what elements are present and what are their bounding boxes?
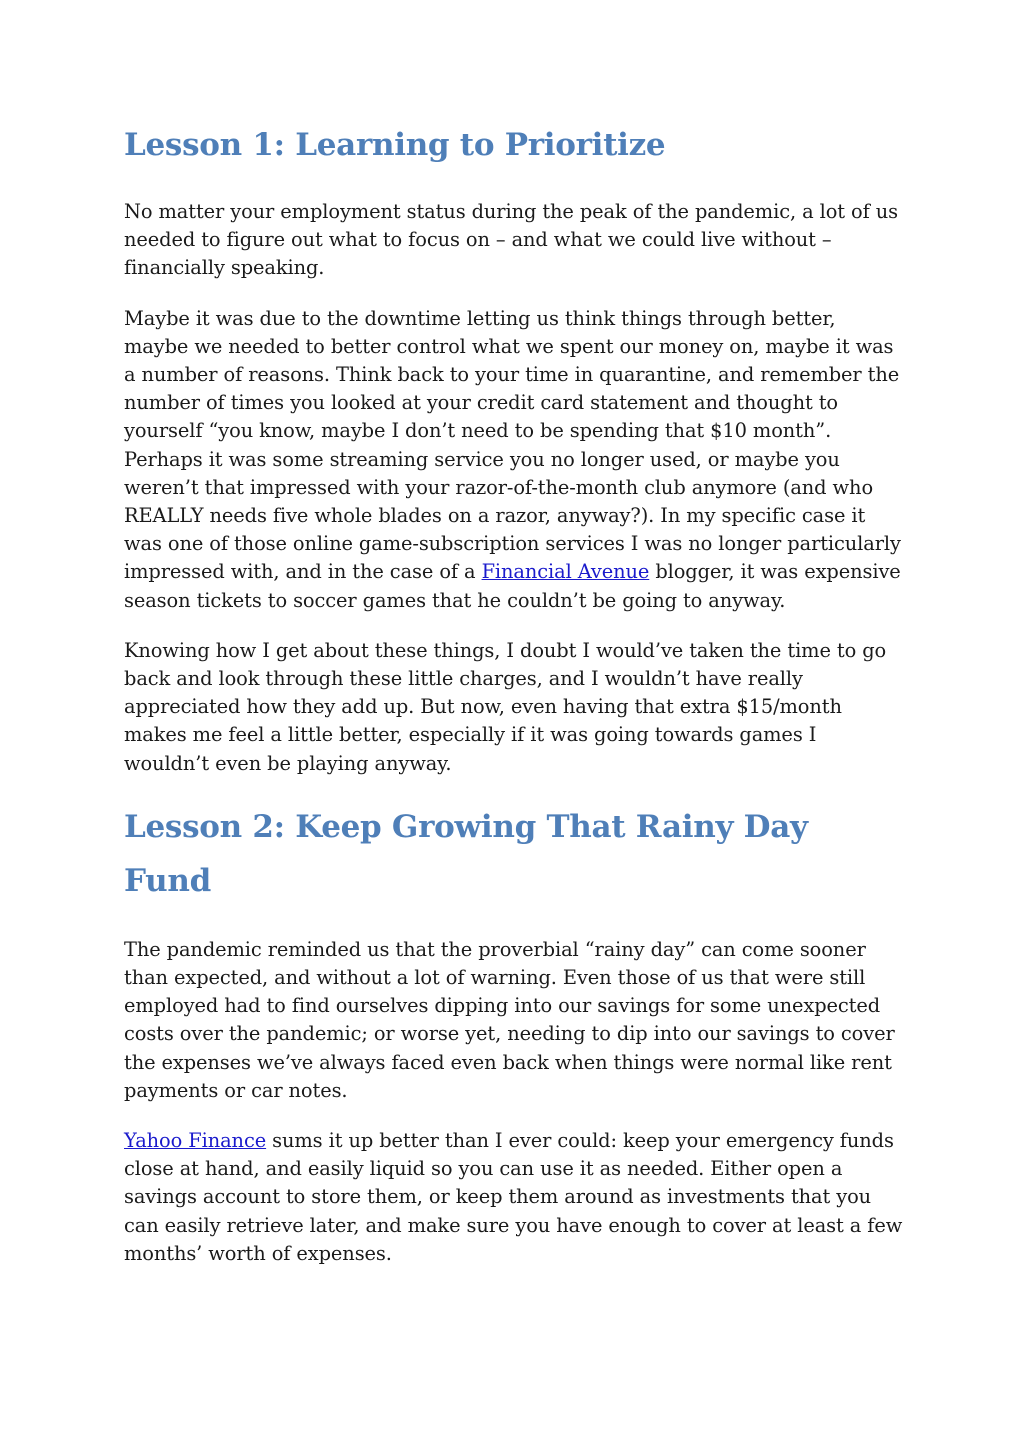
lesson-2-heading: Lesson 2: Keep Growing That Rainy Day Fund [124, 808, 808, 899]
lesson-1-heading: Lesson 1: Learning to Prioritize [124, 127, 666, 163]
lesson-2-paragraph-2 [124, 1127, 904, 1268]
paragraph-text: blogger, it was expensive season tickets to soccer games that he couldn’t be going to anyway. [124, 560, 901, 612]
paragraph-text: Maybe it was due to the downtime letting us think things through better, maybe we needed to better control what we spent our money on, maybe it was a number of reasons. Think back to your time in quarantine, and remember the number of times you looked at your credit card statement and thought to yourself “you know, maybe I don’t need to be spending that $10 month”. Perhaps it was some streaming service you no longer used, or maybe you weren’t that impressed with your razor-of-the-month club anymore (and who REALLY needs five whole blades on a razor, anyway?). In my specific case it was one of those online game-subscription services I was no longer particularly impressed with, and in the case of a [124, 306, 901, 584]
lesson-1-paragraph-2 [124, 305, 904, 615]
paragraph-text: sums it up better than I ever could: keep your emergency funds close at hand, and easily liquid so you can use it as needed. Either open a savings account to store them, or keep them around as investments that you can easily retrieve later, and make sure you have enough to cover at least a few months’ worth of expenses. [124, 1129, 903, 1265]
document-page [124, 118, 904, 1290]
financial-avenue-link[interactable]: Financial Avenue [481, 560, 650, 584]
lesson-2-paragraph-1: The pandemic reminded us that the proverbial “rainy day” can come sooner than expected, and without a lot of warning. Even those of us that were still employed had to find ourselves dipping into our savings for some unexpected costs over the pandemic; or worse yet, needing to dip into our savings to cover the expenses we’ve always faced even back when things were normal like rent payments or car notes. [124, 937, 895, 1102]
lesson-1-paragraph-1: No matter your employment status during the peak of the pandemic, a lot of us needed to figure out what to focus on – and what we could live without – financially speaking. [124, 200, 898, 280]
lesson-1-paragraph-3: Knowing how I get about these things, I doubt I would’ve taken the time to go back and look through these little charges, and I wouldn’t have really appreciated how they add up. But now, even having that extra $15/month makes me feel a little better, especially if it was going towards games I wouldn’t even be playing anyway. [124, 638, 887, 775]
yahoo-finance-link[interactable]: Yahoo Finance [124, 1129, 267, 1153]
